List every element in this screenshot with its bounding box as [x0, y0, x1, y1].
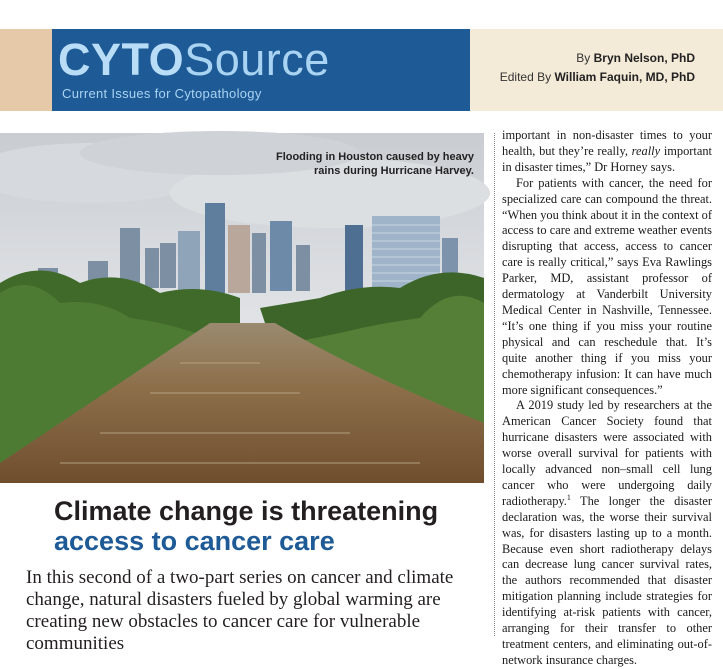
editor-name: William Faquin, MD, PhD — [554, 70, 695, 84]
author-name: Bryn Nelson, PhD — [593, 51, 695, 65]
body-paragraph — [502, 398, 712, 668]
houston-flood-illustration — [0, 133, 484, 483]
edited-prefix: Edited By — [499, 70, 555, 84]
photo-caption: Flooding in Houston caused by heavy rains during Hurricane Harvey. — [275, 151, 474, 177]
text-run: A 2019 study led by researchers at the American Cancer Society found that hurricane disasters were associated with worse overall survival for patients with locally advanced non–small cell lung cancer who were undergoing daily radiotherapy. — [502, 398, 712, 508]
author-line — [500, 49, 695, 68]
logo-source: Source — [184, 34, 330, 85]
text-run: important in non-disaster times to your health, but they’re really, — [502, 128, 712, 158]
emphasis-text: really — [631, 143, 661, 158]
byline — [500, 49, 695, 87]
article-headline: Climate change is threatening — [54, 496, 439, 526]
article-headline-accent: access to cancer care — [54, 526, 335, 556]
body-paragraph — [502, 128, 712, 176]
text-run: important in disaster times,” Dr Horney says. — [502, 143, 712, 174]
article-body-column — [502, 128, 712, 669]
cytosource-logo — [58, 34, 330, 86]
flood-photo — [0, 133, 484, 483]
article-deck: In this second of a two-part series on cancer and climate change, natural disasters fueled by global warming are creating new obstacles to cancer care for vulnerable communities — [26, 567, 454, 654]
by-prefix: By — [576, 51, 594, 65]
logo-cyto: CYTO — [58, 34, 185, 85]
reference-superscript: 1 — [566, 492, 571, 502]
text-run: The longer the disaster declaration was, the worse their survival was, for disasters lasting up to a month. Because even short radiotherapy delays can decrease lung cancer survival rates, the authors recommended that disaster mitigation planning include strategies for identifying at-risk patients with cancer, arranging for their transfer to other treatment centers, and eliminating out-of-network insurance charges. — [502, 493, 712, 667]
logo-tagline: Current Issues for Cytopathology — [62, 86, 262, 101]
editor-line — [500, 68, 695, 87]
column-divider — [494, 133, 495, 636]
body-paragraph: For patients with cancer, the need for specialized care can compound the threat. “When you think about it in the context of access to care and extreme weather events disrupting that access, access to cancer care is really critical,” says Eva Rawlings Parker, MD, assistant professor of dermatology at Vanderbilt University Medical Center in Nashville, Tennessee. “It’s one thing if you miss your routine physical and can reschedule that. It’s quite another thing if you miss your chemotherapy infusion: It can have much more significant consequences.” — [502, 175, 712, 397]
